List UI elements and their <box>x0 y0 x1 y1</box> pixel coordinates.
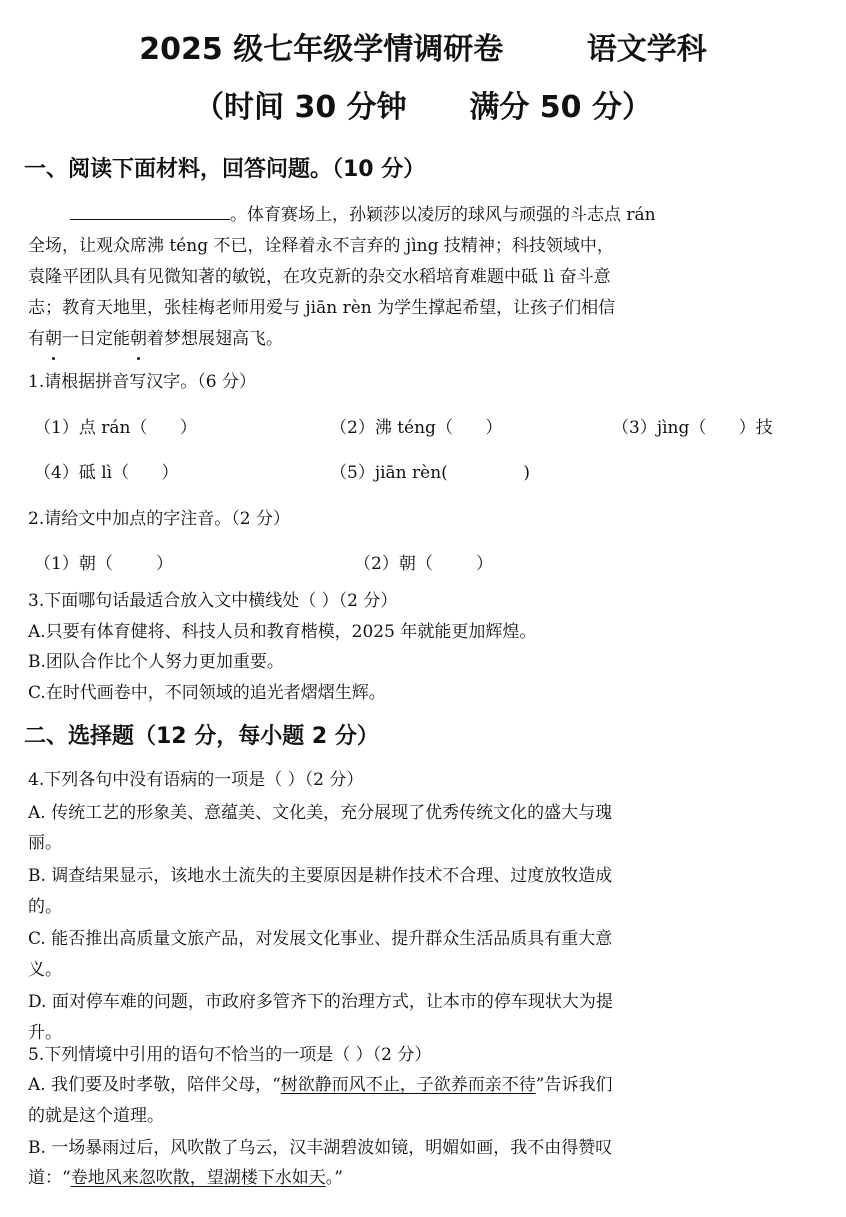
passage-line-5: 有朝一日定能朝着梦想展翅高飞。 <box>28 324 828 355</box>
question-3-stem: 3.下面哪句话最适合放入文中横线处（ ）（2 分） <box>28 591 398 611</box>
q5-option-b-line-2: 道：“卷地风来忽吹散，望湖楼下水如天。” <box>28 1168 343 1188</box>
q1-item-4: （4）砥 lì（ ） <box>34 463 179 483</box>
passage-line-3: 袁隆平团队具有见微知著的敏锐，在攻克新的杂交水稻培育难题中砥 lì 奋斗意 <box>28 267 611 287</box>
q5-option-a-line-2: 的就是这个道理。 <box>28 1106 164 1126</box>
q4-line-3: B. 调查结果显示，该地水土流失的主要原因是耕作技术不合理、过度放牧造成 <box>28 866 613 886</box>
section-2-heading: 二、选择题（12 分，每小题 2 分） <box>24 724 379 749</box>
q4-line-6: 义。 <box>28 960 62 980</box>
q5-quote-b: 卷地风来忽吹散，望湖楼下水如天 <box>70 1168 326 1188</box>
q1-item-2: （2）沸 téng（ ） <box>330 418 503 438</box>
dotted-char-1: 朝 <box>45 324 62 355</box>
q4-line-5: C. 能否推出高质量文旅产品，对发展文化事业、提升群众生活品质具有重大意 <box>28 929 613 949</box>
section-1-heading: 一、阅读下面材料，回答问题。（10 分） <box>24 157 426 182</box>
passage-line-1: 。体育赛场上，孙颖莎以凌厉的球风与顽强的斗志点 rán <box>28 200 828 231</box>
q2-item-2: （2）朝（ ） <box>354 554 494 574</box>
q5-option-b-line-1: B. 一场暴雨过后，风吹散了乌云，汉丰湖碧波如镜，明媚如画，我不由得赞叹 <box>28 1138 613 1158</box>
dotted-char-2: 朝 <box>130 324 147 355</box>
question-1-stem: 1.请根据拼音写汉字。（6 分） <box>28 372 256 392</box>
q1-item-3: （3）jìng（ ）技 <box>612 418 773 438</box>
exam-title: 2025 级七年级学情调研卷 语文学科 <box>139 32 707 67</box>
exam-subtitle: （时间 30 分钟 满分 50 分） <box>194 90 652 125</box>
q5-quote-a: 树欲静而风不止，子欲养而亲不待 <box>280 1075 536 1095</box>
q3-option-a: A.只要有体育健将、科技人员和教育楷模，2025 年就能更加辉煌。 <box>28 622 537 642</box>
q5-option-a-line-1: A. 我们要及时孝敬，陪伴父母，“树欲静而风不止，子欲养而亲不待”告诉我们 <box>28 1075 613 1095</box>
q4-line-4: 的。 <box>28 897 62 917</box>
passage-line-4: 志；教育天地里，张桂梅老师用爱与 jiān rèn 为学生撑起希望，让孩子们相信 <box>28 298 616 318</box>
q3-option-b: B.团队合作比个人努力更加重要。 <box>28 652 284 672</box>
q4-line-2: 丽。 <box>28 833 62 853</box>
q3-option-c: C.在时代画卷中，不同领域的追光者熠熠生辉。 <box>28 683 386 703</box>
q1-item-1: （1）点 rán（ ） <box>34 418 197 438</box>
q4-line-8: 升。 <box>28 1023 62 1043</box>
question-5-stem: 5.下列情境中引用的语句不恰当的一项是（ ）（2 分） <box>28 1045 432 1065</box>
q2-item-1: （1）朝（ ） <box>34 554 174 574</box>
question-4-stem: 4.下列各句中没有语病的一项是（ ）（2 分） <box>28 770 364 790</box>
reading-passage <box>28 200 828 355</box>
q4-line-1: A. 传统工艺的形象美、意蕴美、文化美，充分展现了优秀传统文化的盛大与瑰 <box>28 803 613 823</box>
fill-in-blank-line <box>70 201 230 220</box>
question-2-stem: 2.请给文中加点的字注音。（2 分） <box>28 509 290 529</box>
q4-line-7: D. 面对停车难的问题，市政府多管齐下的治理方式，让本市的停车现状大为提 <box>28 992 613 1012</box>
passage-line-2: 全场，让观众席沸 téng 不已，诠释着永不言弃的 jìng 技精神；科技领域中， <box>28 236 614 256</box>
q1-item-5: （5）jiān rèn( ) <box>330 463 531 483</box>
